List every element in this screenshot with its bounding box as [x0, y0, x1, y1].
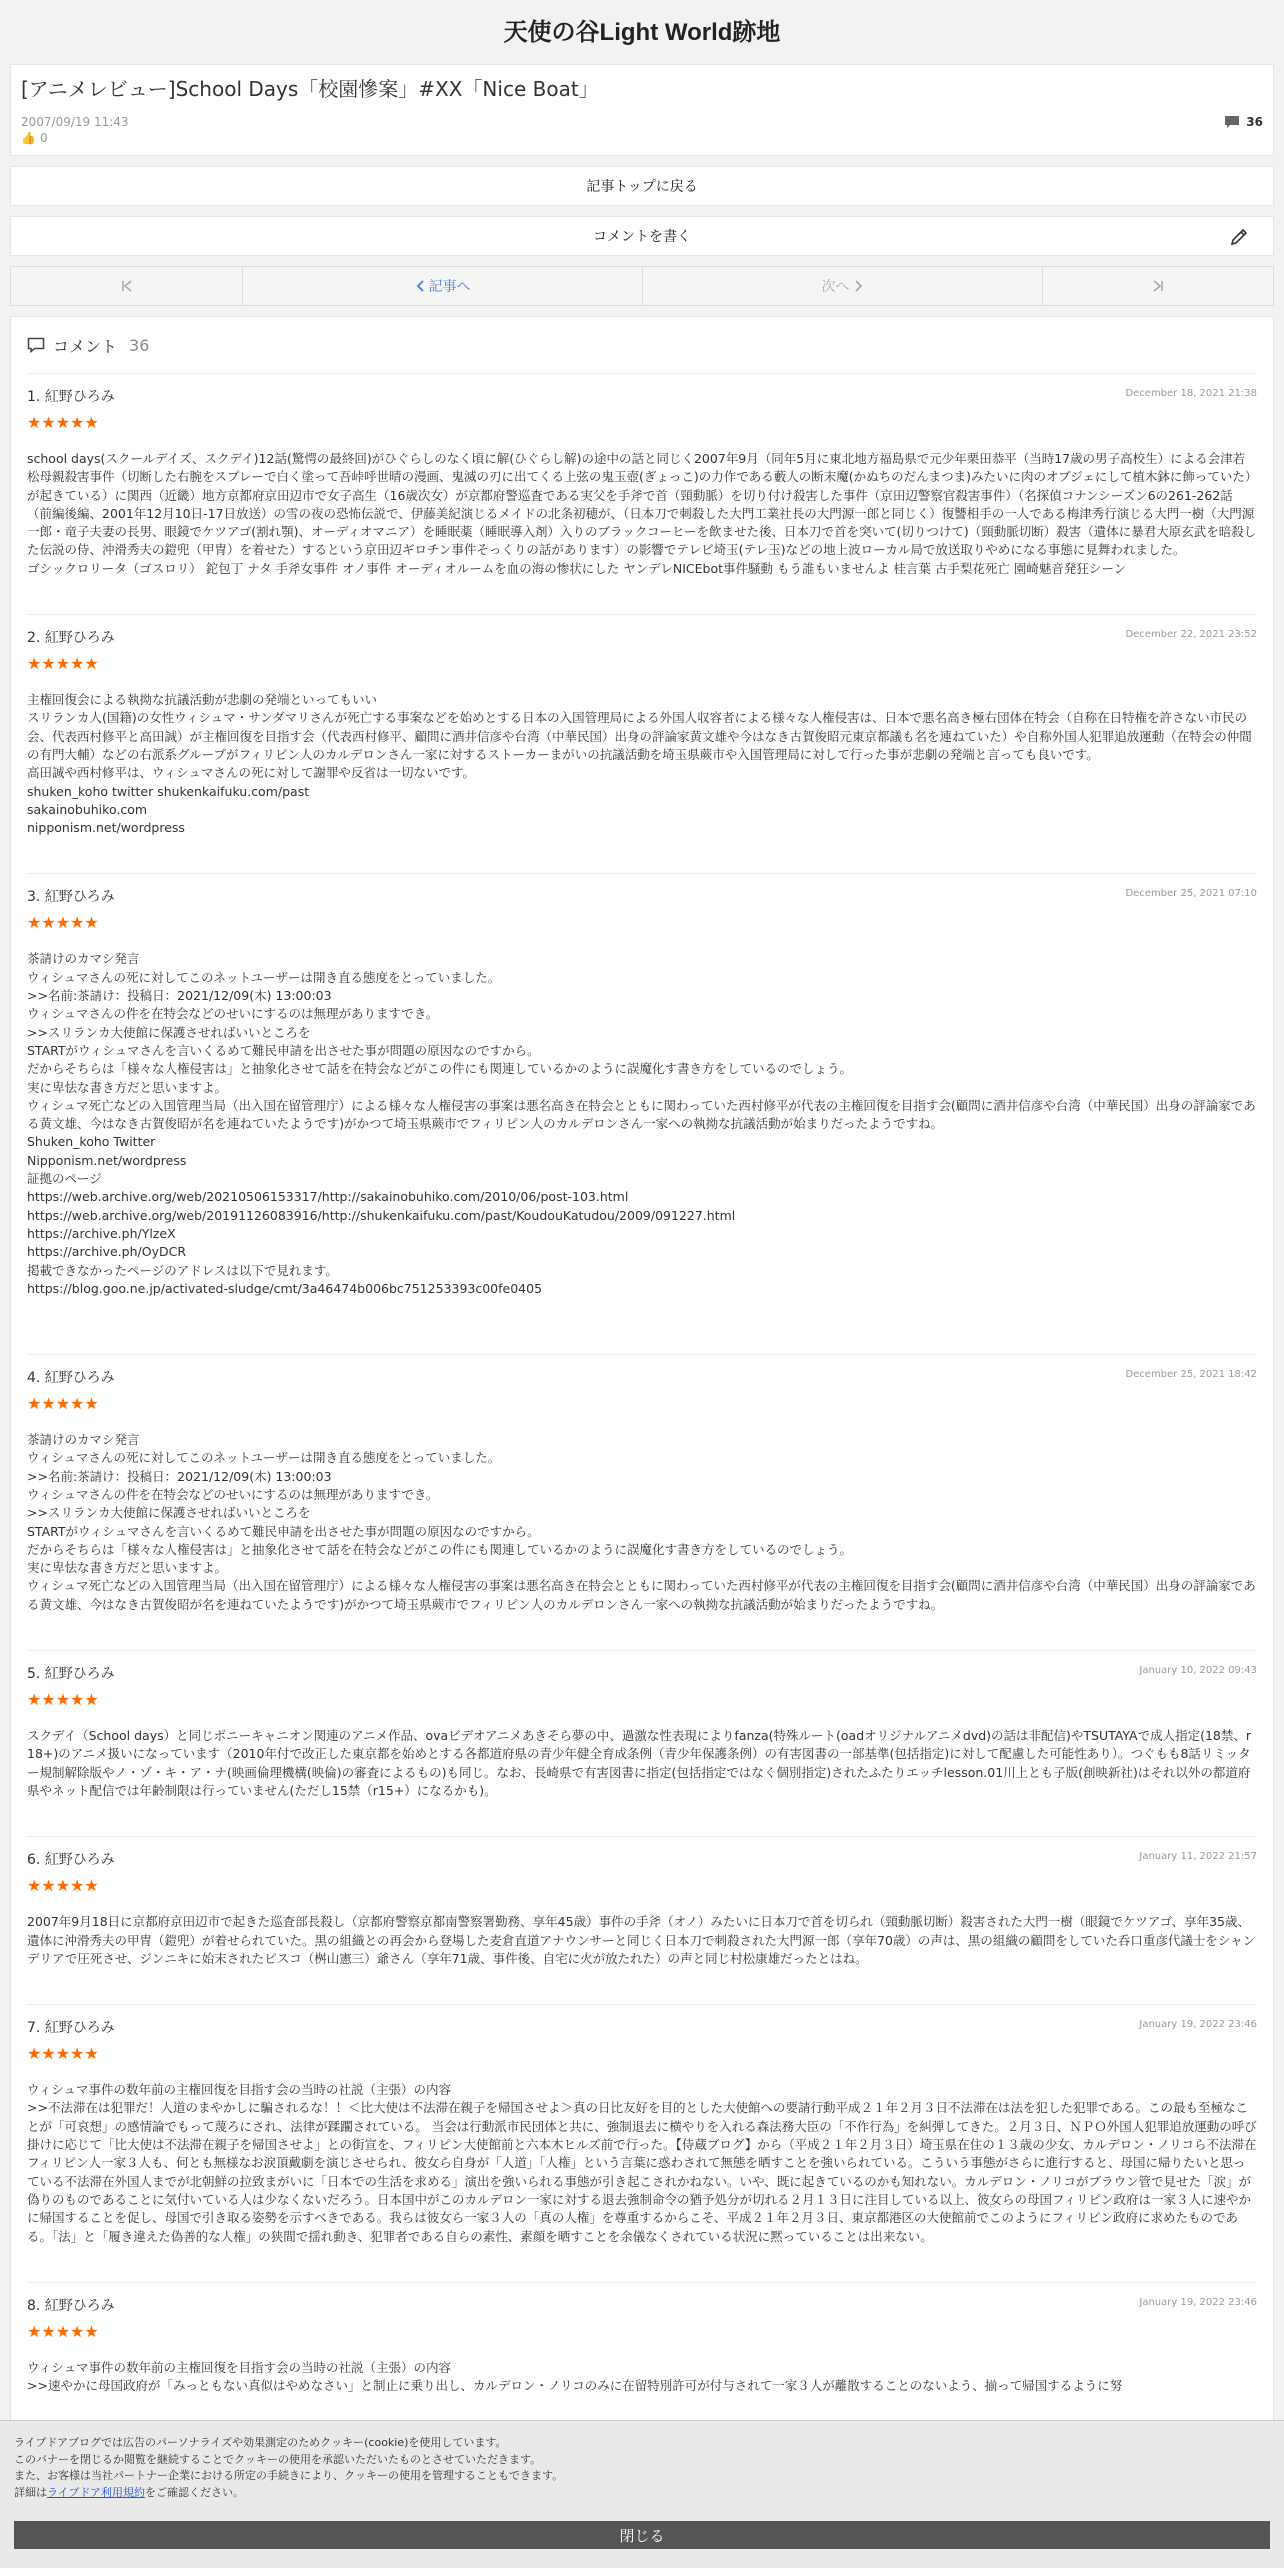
cookie-text-2: このバナーを閉じるか閲覧を継続することでクッキーの使用を承認いただいたものとさせていただきます。 — [14, 2452, 542, 2466]
article-date: 2007/09/19 11:43 — [21, 115, 129, 129]
comment-number: 3. — [27, 889, 41, 906]
comment-date: December 25, 2021 18:42 — [1125, 1369, 1257, 1381]
comment-count-link[interactable] — [1224, 115, 1263, 129]
comments-count: 36 — [129, 335, 150, 355]
star-rating: ★★★★★ — [27, 1876, 99, 1896]
comment-author-name: 紅野ひろみ — [44, 1852, 115, 1869]
comment-icon — [1224, 115, 1240, 129]
cookie-suffix: をご確認ください。 — [145, 2485, 245, 2499]
comment-header — [27, 886, 1257, 906]
comment-date: January 11, 2022 21:57 — [1139, 1851, 1257, 1863]
prev-article-label: 記事へ — [428, 279, 471, 295]
comment-item — [27, 614, 1257, 873]
comments-label: コメント — [53, 336, 118, 356]
comment-header — [27, 2017, 1257, 2037]
like-row[interactable] — [21, 131, 1263, 145]
chevron-right-icon — [854, 279, 864, 293]
comment-author-name: 紅野ひろみ — [44, 630, 115, 647]
star-rating: ★★★★★ — [27, 913, 99, 933]
cookie-text-1: ライブドアブログでは広告のパーソナライズや効果測定のためクッキー(cookie)を使用しています。 — [14, 2436, 507, 2449]
article-header — [10, 64, 1274, 156]
cookie-prefix: 詳細は — [14, 2485, 47, 2499]
comment-item — [27, 373, 1257, 614]
star-rating: ★★★★★ — [27, 1394, 99, 1414]
comment-header — [27, 1849, 1257, 1869]
comment-header — [27, 2295, 1257, 2315]
comment-item — [27, 1650, 1257, 1836]
like-count: 0 — [39, 131, 48, 145]
comment-body: 茶請けのカマシ発言 ウィシュマさんの死に対してこのネットユーザーは開き直る態度をとっていました。 >>名前:茶請け：投稿日：2021/12/09(木) 13:00:03 ウィシュマさんの件を在特会などのせいにするのは無理がありますでき。 >>スリランカ大使館に保護させればいいところを STARTがウィシュマさんを言いくるめて難民申請を出させた事が問題の原因なのですから。 だからそちらは「様々な人権侵害は」と抽象化させて話を在特会などがこの件にも関連しているかのように誤魔化す書き方をしているのでしょう。 実に卑怯な書き方だと思いますよ。 ウィシュマ死亡などの入国管理当局（出入国在留管理庁）による様々な人権侵害の事案は悪名高き在特会とともに関わっていた西村修平が代表の主権回復を目指す会(顧問に酒井信彦や台湾（中華民国）出身の評論家である黄文雄、今はなき古賀俊昭が名を連ねていたようです)がかつて埼玉県蕨市でフィリピン人のカルデロンさん一家への執拗な抗議活動が始まりだったようですね。 Shuken_koho Twitter Nipponism.net/wordpress 証拠のページ https://web.archive.org/web/20210506153317/http://sakainobuhiko.com/2010/06/post-103.html https://web.archive.org/web/20191126083916/http://shukenkaifuku.com/past/KoudouKatudou/2009/091227.html https://archive.ph/YlzeX https://archive.ph/OyDCR 掲載できなかったページのアドレスは以下で見れます。 https://blog.goo.ne.jp/activated-sludge/cmt/3a46474b006bc751253393c00fe0405 — [27, 951, 1256, 1296]
comment-date: January 19, 2022 23:46 — [1139, 2296, 1257, 2308]
comment-author — [27, 2295, 115, 2315]
next-article-label: 次へ — [821, 279, 850, 295]
last-page-button[interactable] — [1043, 267, 1273, 305]
comment-date: December 18, 2021 21:38 — [1125, 388, 1257, 399]
comment-date: January 10, 2022 09:43 — [1139, 1665, 1257, 1677]
comment-number: 5. — [27, 1666, 41, 1683]
comment-number: 8. — [27, 2297, 41, 2314]
back-to-article-button[interactable] — [10, 166, 1274, 206]
star-rating: ★★★★★ — [27, 2321, 99, 2341]
article-pager — [10, 266, 1274, 306]
comment-author — [27, 386, 115, 406]
comment-body: スクデイ（School days）と同じポニーキャニオン関連のアニメ作品、ovaビデオアニメあきそら夢の中、過激な性表現によりfanza(特殊ルート(oadオリジナルアニメdvd)の話は非配信)やTSUTAYAで成人指定(18禁、r18+)のアニメ扱いになっています（2010年付で改正した東京都を始めとする各都道府県の青少年健全育成条例（青少年保護条例）の有害図書の一部基準(包括指定)に対して配慮した可能性あり）。つぐもも8話リミッター規制解除版やノ・ゾ・キ・ア・ナ(映画倫理機構(映倫)の審査によるもの)も同じ。なお、長崎県で有害図書に指定(包括指定ではなく個別指定)されたふたりエッチlesson.01川上とも子版(創映新社)はそれ以外の都道府県やネット配信では年齢制限は行っていません(ただし15禁（r15+）になるかも)。 — [27, 1728, 1252, 1798]
comment-body: school days(スクールデイズ、スクデイ)12話(驚愕の最終回)がひぐらしのなく頃に解(ひぐらし解)の途中の話と同じく2007年9月（同年5月に東北地方福島県で元少年栗田恭平（当時17歳の男子高校生）による会津若松母親殺害事件（切断した右腕をスプレーで白く塗って吾峠呼世晴の漫画、鬼滅の刃に出てくる上弦の鬼玉壺(ぎょっこ)の力作である藪人の断末魔(かぬちのだんまつま)みたいに肉のオブジェにして植木鉢に飾っていた）が起きている）に関西（近畿）地方京都府京田辺市で女子高生（16歳次女）が京都府警巡査である実父を手斧で首（頸動脈）を切り付け殺害した事件（京田辺警察官殺害事件）（名探偵コナンシーズン6の261-262話（前編後編、2001年12月10日-17日放送）の雪の夜の恐怖伝説で、伊藤美紀演じるメイドの北条初穂が、（日本刀で刺殺した大門工業社長の大門源一郎と同じく）復讐相手の一人である梅津秀行演じる大門一樹（大門源一郎・竜子夫妻の長男、眼鏡でケツアゴ(割れ顎)、オーディオマニア）を睡眠薬（睡眠導入剤）入りのブラックコーヒーを飲ませた後、日本刀で首を突いて(切りつけて)（頸動脈切断）殺害（遺体に暴君大原玄武を暗殺した伝説の侍、沖滑秀夫の鎧兜（甲冑）を着せた）するという京田辺ギロチン事件そっくりの話があります）の影響でテレビ埼玉(テレ玉)などの地上波ローカル局で放送取りやめになる事態に見舞われました。 ゴシックロリータ（ゴスロリ） 鉈包丁 ナタ 手斧女事件 オノ事件 オーディオルームを血の海の惨状にした ヤンデレNICEbot事件騒動 もう誰もいませんよ 桂言葉 古手梨花死亡 園崎魅音発狂シーン — [27, 451, 1257, 576]
star-rating: ★★★★★ — [27, 654, 99, 674]
comment-author — [27, 1367, 115, 1387]
first-page-icon — [120, 279, 134, 293]
cookie-banner — [0, 2420, 1284, 2568]
comment-author — [27, 1849, 115, 1869]
comment-count: 36 — [1246, 115, 1263, 129]
comment-item — [27, 2004, 1257, 2282]
article-meta — [21, 115, 1263, 129]
comment-author-name: 紅野ひろみ — [44, 2297, 115, 2314]
comment-number: 4. — [27, 1370, 41, 1387]
comment-date: December 22, 2021 23:52 — [1125, 629, 1257, 641]
last-page-icon — [1151, 279, 1165, 293]
comment-body: ウィシュマ事件の数年前の主権回復を目指す会の当時の社説（主張）の内容 >>不法滞在は犯罪だ！人道のまやかしに騙されるな！！＜比大使は不法滞在親子を帰国させよ＞真の日比友好を目的とした大使館への要請行動平成２１年２月３日不法滞在は法を犯した犯罪である。この最も至極なことが「可哀想」の感情論でもって蔑ろにされ、法律が蹂躙されている。 当会は行動派市民団体と共に、強制退去に横やりを入れる森法務大臣の「不作行為」を糾弾してきた。２月３日、ＮＰＯ外国人犯罪追放運動の呼び掛けに応じて「比大使は不法滞在親子を帰国させよ」との街宣を、フィリピン大使館前と六本木ヒルズ前で行った。【侍蔵ブログ】から（平成２１年２月３日）埼玉県在住の１３歳の少女、カルデロン・ノリコら不法滞在フィリピン人一家３人も、何とも無様なお涙頂戴劇を演じさせられ、彼女ら自身が「人道」「人権」という言葉に惑わされて無態を晒すことを強いられている。こういう事態がさらに進行すると、母国に帰りたいと思っている不法滞在外国人までが北朝鮮の拉致まがいに「日本での生活を求める」演出を強いられる事態が引き起こされかねない。いや、既に起きているのかも知れない。カルデロン・ノリコがブラウン管で見せた「涙」が偽りのものであることに気付いている人は少なくないだろう。日本国中がこのカルデロン一家に対する退去強制命令の猶予処分が切れる２月１３日に注目している以上、彼女らの母国フィリピン政府は一家３人に速やかに帰国することを促し、母国で引き取る姿勢を示すべきである。我らは彼女ら一家３人の「真の人権」を尊重するからこそ、平成２１年２月３日、東京都港区の大使館前でこのようにフィリピン政府に求めたものである。「法」と「履き違えた偽善的な人権」の狭間で揺れ動き、犯罪者である自らの素性、素顔を晒すことを余儀なくされている状況に黙っていることは出来ない。 — [27, 2082, 1257, 2244]
comments-section — [10, 316, 1274, 2516]
comment-author-name: 紅野ひろみ — [44, 389, 115, 405]
prev-article-button[interactable] — [243, 267, 643, 305]
back-to-article-label: 記事トップに戻る — [586, 179, 698, 195]
comment-list — [27, 373, 1257, 2419]
comment-body: ウィシュマ事件の数年前の主権回復を目指す会の当時の社説（主張）の内容 >>速やかに母国政府が「みっともない真似はやめなさい」と制止に乗り出し、カルデロン・ノリコのみに在留特別許可が付与されて一家３人が離散することのないよう、揃って帰国するように努 — [27, 2359, 1123, 2394]
comment-date: January 19, 2022 23:46 — [1139, 2019, 1257, 2031]
cookie-text-4 — [14, 2485, 1270, 2502]
first-page-button[interactable] — [11, 267, 243, 305]
comment-item — [27, 1836, 1257, 2004]
comment-number: 1. — [27, 389, 41, 405]
pencil-icon — [1229, 227, 1249, 247]
comment-item — [27, 2282, 1257, 2420]
comment-number: 2. — [27, 630, 41, 647]
comment-number: 6. — [27, 1852, 41, 1869]
star-rating: ★★★★★ — [27, 1690, 99, 1710]
comment-item — [27, 1354, 1257, 1650]
comment-author — [27, 1663, 115, 1683]
thumbs-up-icon: 👍 — [21, 131, 36, 145]
cookie-close-button[interactable]: 閉じる — [14, 2521, 1270, 2549]
comment-header — [27, 627, 1257, 647]
comment-header — [27, 1367, 1257, 1387]
comment-author-name: 紅野ひろみ — [44, 2020, 115, 2037]
chevron-left-icon — [415, 279, 425, 293]
comment-author-name: 紅野ひろみ — [44, 889, 115, 906]
comment-author — [27, 886, 115, 906]
comment-author — [27, 627, 115, 647]
comment-number: 7. — [27, 2020, 41, 2037]
star-rating: ★★★★★ — [27, 413, 99, 432]
comment-body: 主権回復会による執拗な抗議活動が悲劇の発端といってもいい スリランカ人(国籍)の女性ウィシュマ・サンダマリさんが死亡する事案などを始めとする日本の入国管理局による外国人収容者による様々な人権侵害は、日本で悪名高き極右団体在特会（自称在日特権を許さない市民の会、代表西村修平と高田誠）が主権回復を目指す会（代表西村修平、顧問に酒井信彦や台湾（中華民国）出身の評論家黄文雄や今はなき古賀俊昭元東京都議も名を連ねていた）や自称外国人犯罪追放運動（在特会の仲間の有門大輔）などの右派系グループがフィリピン人のカルデロンさん一家に対するストーカーまがいの抗議活動を埼玉県蕨市や入国管理局に対して行った事が悲劇の発端と言っても良いです。 高田誠や西村修平は、ウィシュマさんの死に対して謝罪や反省は一切ないです。 shuken_koho twitter shukenkaifuku.com/past sakainobuhiko.com nipponism.net/wordpress — [27, 692, 1252, 836]
comment-author-name: 紅野ひろみ — [44, 1666, 115, 1683]
write-comment-label: コメントを書く — [593, 229, 691, 245]
comment-item — [27, 873, 1257, 1354]
comment-author — [27, 2017, 115, 2037]
star-rating: ★★★★★ — [27, 2044, 99, 2064]
comment-header — [27, 386, 1257, 406]
article-title: [アニメレビュー]School Days「校園慘案」#XX「Nice Boat」 — [21, 77, 599, 101]
comment-header — [27, 1663, 1257, 1683]
comment-date: December 25, 2021 07:10 — [1125, 888, 1257, 900]
site-title[interactable]: 天使の谷Light World跡地 — [503, 18, 781, 46]
comment-author-name: 紅野ひろみ — [44, 1370, 115, 1387]
terms-link[interactable]: ライブドア利用規約 — [47, 2485, 146, 2499]
cookie-text-3: また、お客様は当社パートナー企業における所定の手続きにより、クッキーの使用を管理することもできます。 — [14, 2469, 564, 2482]
comment-bubble-icon — [27, 337, 45, 353]
next-article-button[interactable] — [643, 267, 1043, 305]
write-comment-button[interactable] — [10, 216, 1274, 256]
comment-body: 2007年9月18日に京都府京田辺市で起きた巡査部長殺し（京都府警察京都南警察署勤務、享年45歳）事件の手斧（オノ）みたいに日本刀で首を切られ（頸動脈切断）殺害された大門一樹（眼鏡でケツアゴ、享年35歳、遺体に沖滑秀夫の甲冑（鎧兜）が着せられていた。黒の組織との再会から登場した麦倉直道アナウンサーと同じく日本刀で刺殺された大門源一郎（享年70歳）の声は、黒の組織の顧問をしていた呑口重彦代議士をシャンデリアで圧死させ、ジンニキに始末されたピスコ（桝山憲三）爺さん（享年71歳、事件後、自宅に火が放たれた）の声と同じ村松康雄だったとはね。 — [27, 1914, 1256, 1966]
comment-body: 茶請けのカマシ発言 ウィシュマさんの死に対してこのネットユーザーは開き直る態度をとっていました。 >>名前:茶請け：投稿日：2021/12/09(木) 13:00:03 ウィシュマさんの件を在特会などのせいにするのは無理がありますでき。 >>スリランカ大使館に保護させればいいところを STARTがウィシュマさんを言いくるめて難民申請を出させた事が問題の原因なのですから。 だからそちらは「様々な人権侵害は」と抽象化させて話を在特会などがこの件にも関連しているかのように誤魔化す書き方をしているのでしょう。 実に卑怯な書き方だと思いますよ。 ウィシュマ死亡などの入国管理当局（出入国在留管理庁）による様々な人権侵害の事案は悪名高き在特会とともに関わっていた西村修平が代表の主権回復を目指す会(顧問に酒井信彦や台湾（中華民国）出身の評論家である黄文雄、今はなき古賀俊昭が名を連ねていたようです)がかつて埼玉県蕨市でフィリピン人のカルデロンさん一家への執拗な抗議活動が始まりだったようですね。 — [27, 1432, 1256, 1612]
comments-header — [27, 317, 1257, 373]
